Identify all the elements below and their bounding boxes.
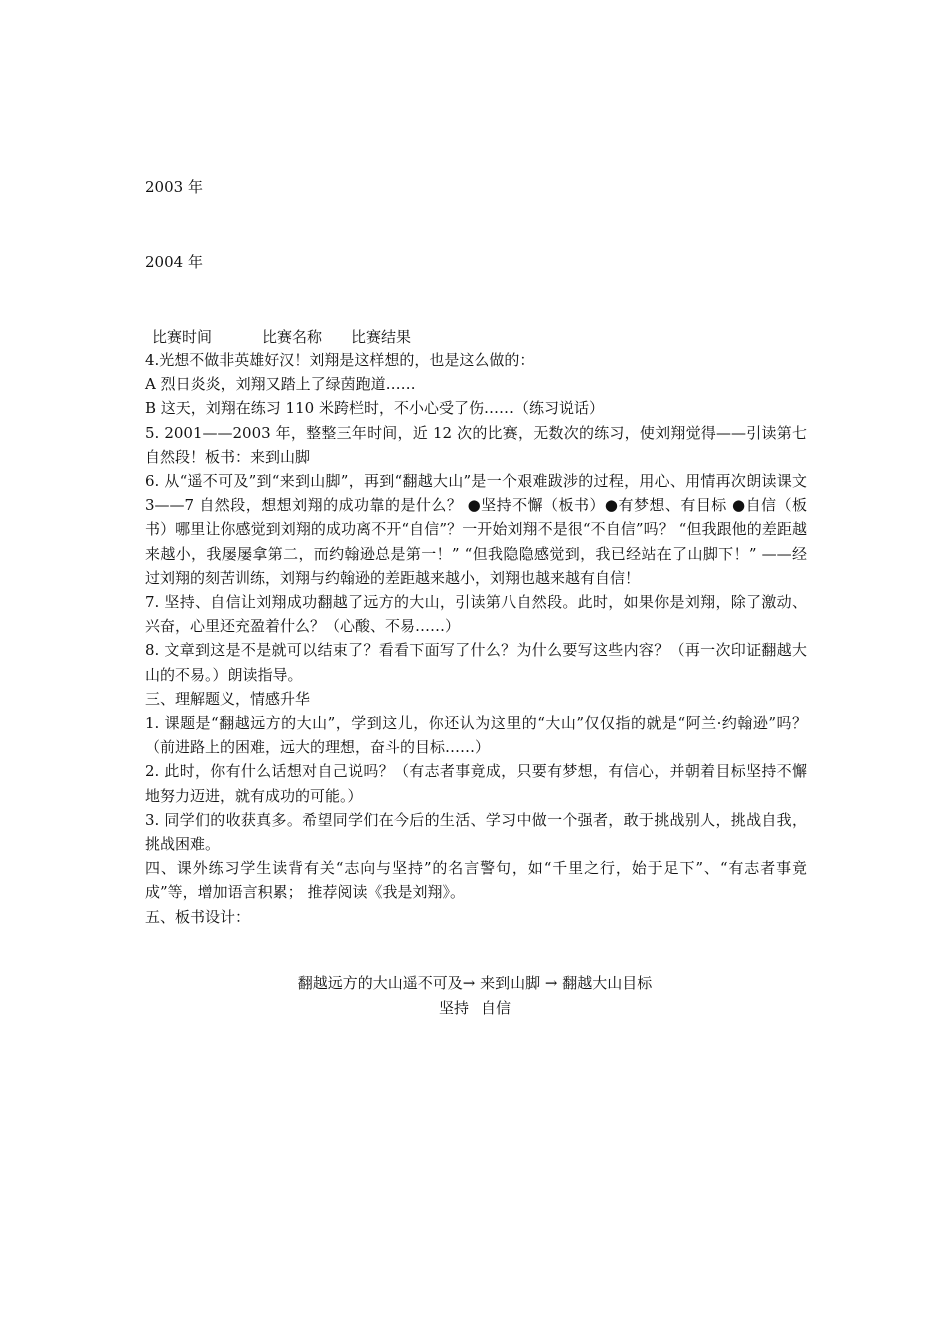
section-heading-5: 五、板书设计： — [145, 907, 251, 926]
paragraph-step-4b: B 这天，刘翔在练习 110 米跨栏时，不小心受了伤……（练习说话） — [145, 399, 604, 418]
lesson-body — [145, 348, 807, 929]
header-competition-result: 比赛结果 — [351, 328, 412, 346]
paragraph-section3-2: 2. 此时，你有什么话想对自己说吗？（有志者事竟成，只要有梦想，有信心，并朝着目标坚持不懈地努力迈进，就有成功的可能。） — [145, 762, 807, 805]
board-confidence: 自信 — [481, 999, 512, 1017]
paragraph-step-4: 4.光想不做非英雄好汉！刘翔是这样想的，也是这么做的： — [145, 351, 535, 369]
paragraph-step-4a: A 烈日炎炎，刘翔又踏上了绿茵跑道…… — [145, 375, 416, 394]
board-design-line-2 — [0, 996, 950, 1020]
section-heading-3: 三、理解题义，情感升华 — [145, 689, 311, 708]
competition-table-header — [152, 326, 441, 348]
year-2004: 2004 年 — [145, 253, 203, 271]
paragraph-section3-3: 3. 同学们的收获真多。希望同学们在今后的生活、学习中做一个强者，敢于挑战别人，挑战自我，挑战困难。 — [145, 810, 807, 854]
paragraph-step-6: 6. 从“遥不可及”到“来到山脚”，再到“翻越大山”是一个艰难跋涉的过程，用心、用情再次朗读课文 3——7 自然段，想想刘翔的成功靠的是什么？ ●坚持不懈（板书）●有梦想、有目标 ●自信（板书）哪里让你感觉到刘翔的成功离不开“自信”？一开始刘翔不是很“不自信”吗？ “但我跟他的差距越来越小，我屡屡拿第二，而约翰逊总是第一！” “但我隐隐感觉到，我已经站在了山脚下！” ——经过刘翔的刻苦训练，刘翔与约翰逊的差距越来越小，刘翔也越来越有自信！ — [145, 472, 807, 587]
paragraph-step-7: 7. 坚持、自信让刘翔成功翻越了远方的大山，引读第八自然段。此时，如果你是刘翔，除了激动、兴奋，心里还充盈着什么？（心酸、不易……） — [145, 593, 807, 636]
paragraph-section3-1: 1. 课题是“翻越远方的大山”，学到这儿，你还认为这里的“大山”仅仅指的就是“阿兰·约翰逊”吗？（前进路上的困难，远大的理想，奋斗的目标……） — [145, 714, 807, 757]
header-competition-name: 比赛名称 — [262, 328, 323, 346]
board-design-line-1: 翻越远方的大山遥不可及→ 来到山脚 → 翻越大山目标 — [297, 974, 653, 992]
section-heading-4: 四、课外练习学生读背有关“志向与坚持”的名言警句，如“千里之行，始于足下”、“有志者事竟成”等，增加语言积累； 推荐阅读《我是刘翔》。 — [145, 859, 807, 902]
board-persistence: 坚持 — [438, 999, 469, 1017]
paragraph-step-5: 5. 2001——2003 年，整整三年时间，近 12 次的比赛，无数次的练习，使刘翔觉得——引读第七自然段！板书：来到山脚 — [145, 423, 807, 466]
paragraph-step-8: 8. 文章到这是不是就可以结束了？看看下面写了什么？为什么要写这些内容？（再一次印证翻越大山的不易。）朗读指导。 — [145, 641, 807, 684]
header-competition-time: 比赛时间 — [152, 328, 213, 346]
year-2003: 2003 年 — [145, 178, 203, 196]
